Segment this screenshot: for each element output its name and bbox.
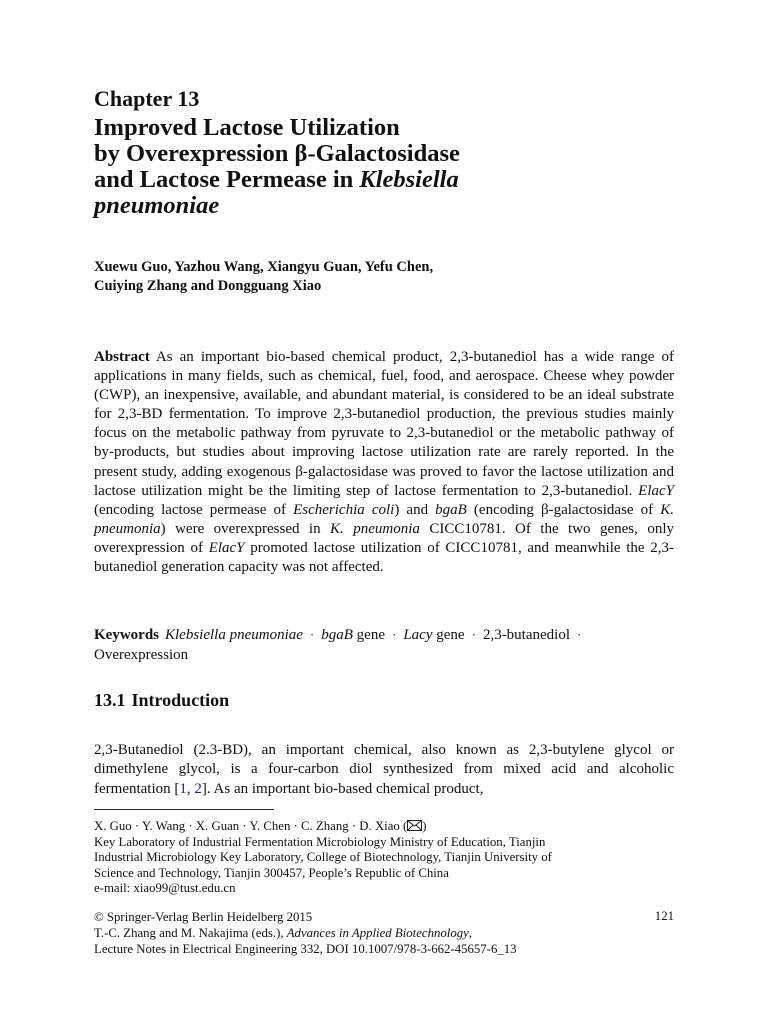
title-line-4 bbox=[94, 193, 460, 219]
affiliation-authors bbox=[94, 819, 674, 835]
gene-elacy: ElacY bbox=[638, 482, 674, 499]
keyword-5: Overexpression bbox=[94, 646, 189, 663]
title-line-3 bbox=[94, 167, 460, 193]
section-title: Introduction bbox=[131, 690, 230, 710]
intro-text-b: ]. As an important bio-based chemical product, bbox=[201, 780, 484, 797]
keyword-4: 2,3-butanediol bbox=[482, 627, 571, 643]
species-kpneumonia-1: K. pneumonia bbox=[94, 501, 675, 537]
chapter-label: Chapter 13 bbox=[94, 86, 200, 111]
abstract-label: Abstract bbox=[94, 349, 150, 365]
copyright-block bbox=[94, 909, 674, 957]
author-line-1: Xuewu Guo, Yazhou Wang, Xiangyu Guan, Yefu Chen, bbox=[94, 259, 434, 275]
affiliation-authors-text: X. Guo · Y. Wang · X. Guan · Y. Chen · C. Zhang · D. Xiao ( bbox=[94, 819, 408, 833]
abstract-text-2: (encoding lactose permease of bbox=[94, 501, 294, 518]
abstract-text-7: promoted lactose utilization of CICC10781, and meanwhile the 2,3-butanediol generation capacity was not affected. bbox=[94, 539, 674, 576]
section-number: 13.1 bbox=[94, 690, 126, 710]
footnote-divider bbox=[94, 809, 274, 810]
title-species: pneumoniae bbox=[94, 192, 220, 219]
book-editors: T.-C. Zhang and M. Nakajima (eds.), bbox=[94, 926, 287, 940]
book-title: Advances in Applied Biotechnology bbox=[286, 926, 469, 940]
affiliation-line-2: Key Laboratory of Industrial Fermentation Microbiology Ministry of Education, Tianjin bbox=[94, 834, 546, 849]
author-list bbox=[94, 258, 433, 296]
keyword-2-gene: bgaB bbox=[321, 627, 353, 643]
affiliation-line-3: Industrial Microbiology Key Laboratory, College of Biotechnology, Tianjin University of bbox=[94, 850, 552, 865]
author-email[interactable]: e-mail: xiao99@tust.edu.cn bbox=[94, 881, 236, 896]
envelope-icon bbox=[407, 820, 422, 831]
abstract-text-4: (encoding β-galactosidase of bbox=[466, 501, 661, 518]
keyword-separator: · bbox=[309, 627, 315, 642]
affiliation-line-4: Science and Technology, Tianjin 300457, People’s Republic of China bbox=[94, 865, 449, 880]
species-ecoli: Escherichia coli bbox=[293, 501, 395, 518]
series-doi-line: Lecture Notes in Electrical Engineering 332, DOI 10.1007/978-3-662-45657-6_13 bbox=[94, 942, 517, 956]
abstract-text-3: ) and bbox=[394, 501, 436, 518]
citation-separator: , bbox=[186, 780, 195, 797]
title-line-1: Improved Lactose Utilization bbox=[94, 114, 400, 141]
keyword-separator: · bbox=[577, 627, 582, 642]
gene-elacy-2: ElacY bbox=[208, 539, 245, 556]
gene-bgab: bgaB bbox=[435, 501, 467, 518]
intro-text-a: 2,3-Butanediol (2.3-BD), an important chemical, also known as 2,3-butylene glycol or dimethylene glycol, is a four-carbon diol synthesized from mixed acid and alcoholic fermentation [ bbox=[94, 742, 674, 797]
abstract bbox=[94, 348, 674, 577]
species-kpneumonia-2: K. pneumonia bbox=[330, 520, 420, 537]
section-heading bbox=[94, 690, 229, 711]
book-citation-line bbox=[94, 925, 674, 941]
citation-link-1[interactable]: 1 bbox=[179, 780, 187, 797]
intro-paragraph bbox=[94, 741, 674, 799]
keyword-separator: · bbox=[392, 627, 397, 642]
keyword-3-rest: gene bbox=[432, 627, 465, 643]
page-number: 121 bbox=[654, 909, 674, 923]
keywords bbox=[94, 625, 674, 665]
keyword-2-rest: gene bbox=[352, 627, 385, 643]
title-line-3-text: and Lactose Permease in bbox=[94, 166, 360, 193]
author-line-2: Cuiying Zhang and Dongguang Xiao bbox=[94, 278, 322, 294]
keywords-label: Keywords bbox=[94, 627, 159, 643]
citation-link-2[interactable]: 2 bbox=[194, 780, 202, 797]
chapter-title bbox=[94, 115, 460, 219]
title-genus: Klebsiella bbox=[359, 166, 459, 193]
keyword-1: Klebsiella pneumoniae bbox=[165, 627, 303, 643]
book-citation-comma: , bbox=[468, 926, 473, 940]
keyword-3-gene: Lacy bbox=[403, 627, 433, 643]
keyword-separator: · bbox=[471, 627, 476, 642]
affiliation-authors-end: ) bbox=[422, 819, 427, 833]
copyright-line: © Springer-Verlag Berlin Heidelberg 2015 bbox=[94, 910, 313, 924]
abstract-text-1: As an important bio-based chemical product, 2,3-butanediol has a wide range of applications in many fields, such as chemical, fuel, food, and aerospace. Cheese whey powder (CWP), an inexpensive, available, and abundant material, is considered to be an ideal substrate for 2,3-BD fermentation. To improve 2,3-butanediol production, the previous studies mainly focus on the metabolic pathway from pyruvate to 2,3-butanediol or the metabolic pathway of by-products, but studies about improving lactose utilization rate are rarely reported. In the present study, adding exogenous β-galactosidase was proved to favor the lactose utilization and lactose utilization might be the limiting step of lactose fermentation to 2,3-butanediol. bbox=[94, 349, 674, 499]
abstract-text-5: ) were overexpressed in bbox=[160, 520, 331, 537]
affiliation-footnote bbox=[94, 819, 674, 897]
abstract-text-6: CICC10781. Of the two genes, only overexpression of bbox=[94, 520, 674, 556]
title-line-2: by Overexpression β-Galactosidase bbox=[94, 140, 460, 167]
